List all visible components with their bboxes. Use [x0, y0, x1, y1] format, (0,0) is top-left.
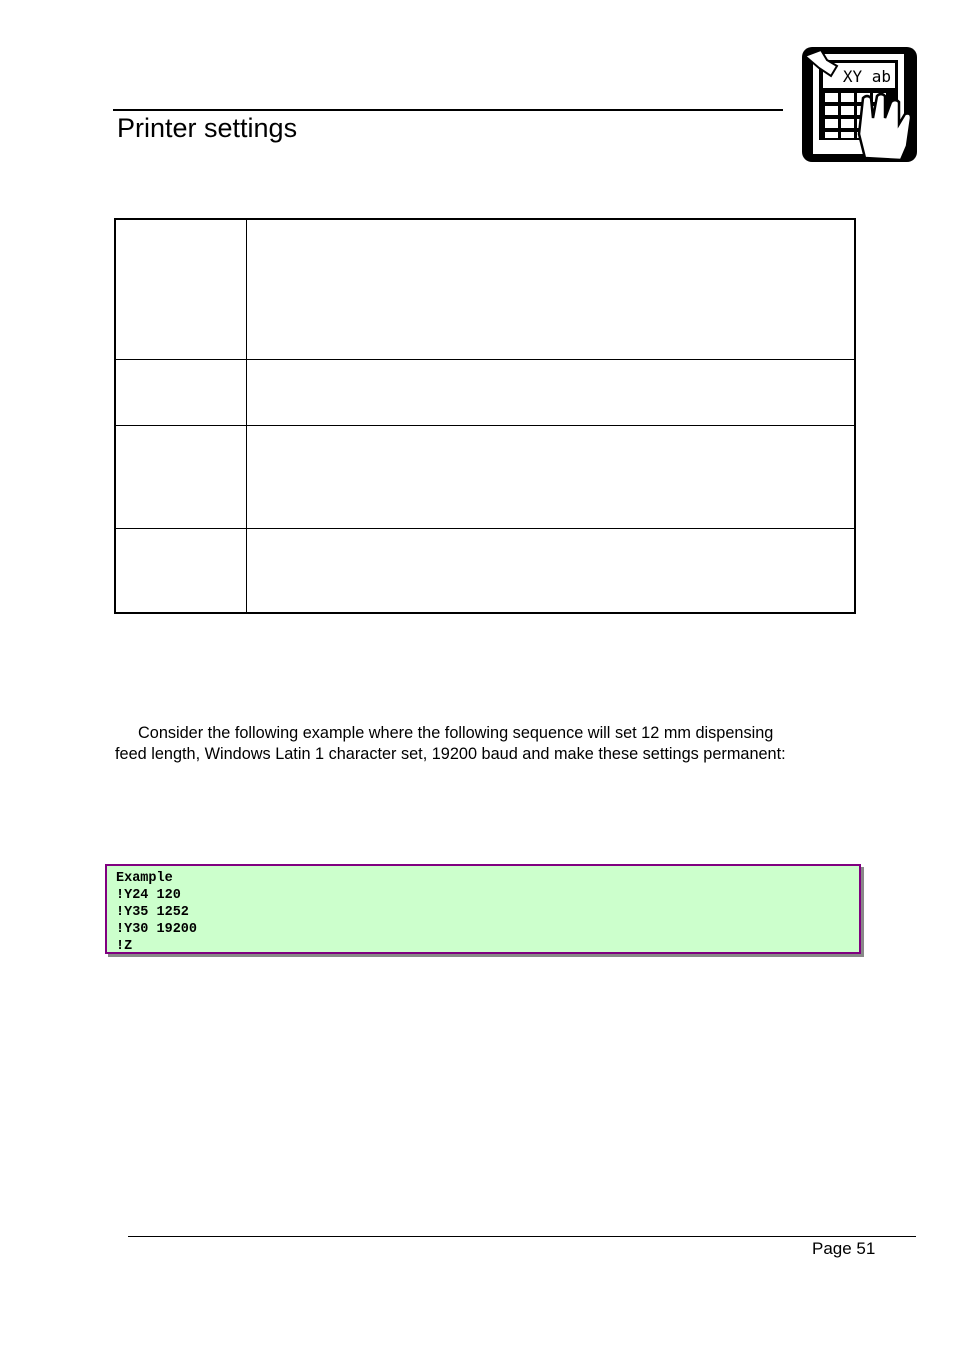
- footer-rule: [128, 1236, 916, 1237]
- page-title: Printer settings: [117, 113, 298, 143]
- table-row: [115, 219, 855, 359]
- code-line: !Y24 120: [116, 888, 181, 903]
- calculator-hand-icon: [801, 46, 918, 163]
- table-row: [115, 425, 855, 528]
- body-paragraph: [115, 723, 855, 765]
- table-cell-key: [115, 425, 247, 528]
- code-line: !Y35 1252: [116, 905, 189, 920]
- table-cell-value: [247, 219, 856, 359]
- table-cell-key: [115, 359, 247, 425]
- table-row: [115, 528, 855, 613]
- table-cell-key: [115, 528, 247, 613]
- header-rule: [113, 109, 783, 111]
- logo-text: XY ab: [842, 67, 891, 86]
- example-code-box: [105, 864, 861, 954]
- table-cell-value: [247, 359, 856, 425]
- settings-table: [114, 218, 856, 614]
- code-line: !Z: [116, 939, 133, 954]
- table-cell-key: [115, 219, 247, 359]
- table-cell-value: [247, 528, 856, 613]
- table-row: [115, 359, 855, 425]
- body-line: Consider the following example where the following sequence will set 12 mm dispensing: [138, 724, 774, 742]
- code-line: !Y30 19200: [116, 922, 198, 937]
- body-line: feed length, Windows Latin 1 character set, 19200 baud and make these settings permanent:: [115, 745, 786, 763]
- table-cell-value: [247, 425, 856, 528]
- example-heading: Example: [116, 871, 173, 886]
- page-number: Page 51: [812, 1239, 876, 1258]
